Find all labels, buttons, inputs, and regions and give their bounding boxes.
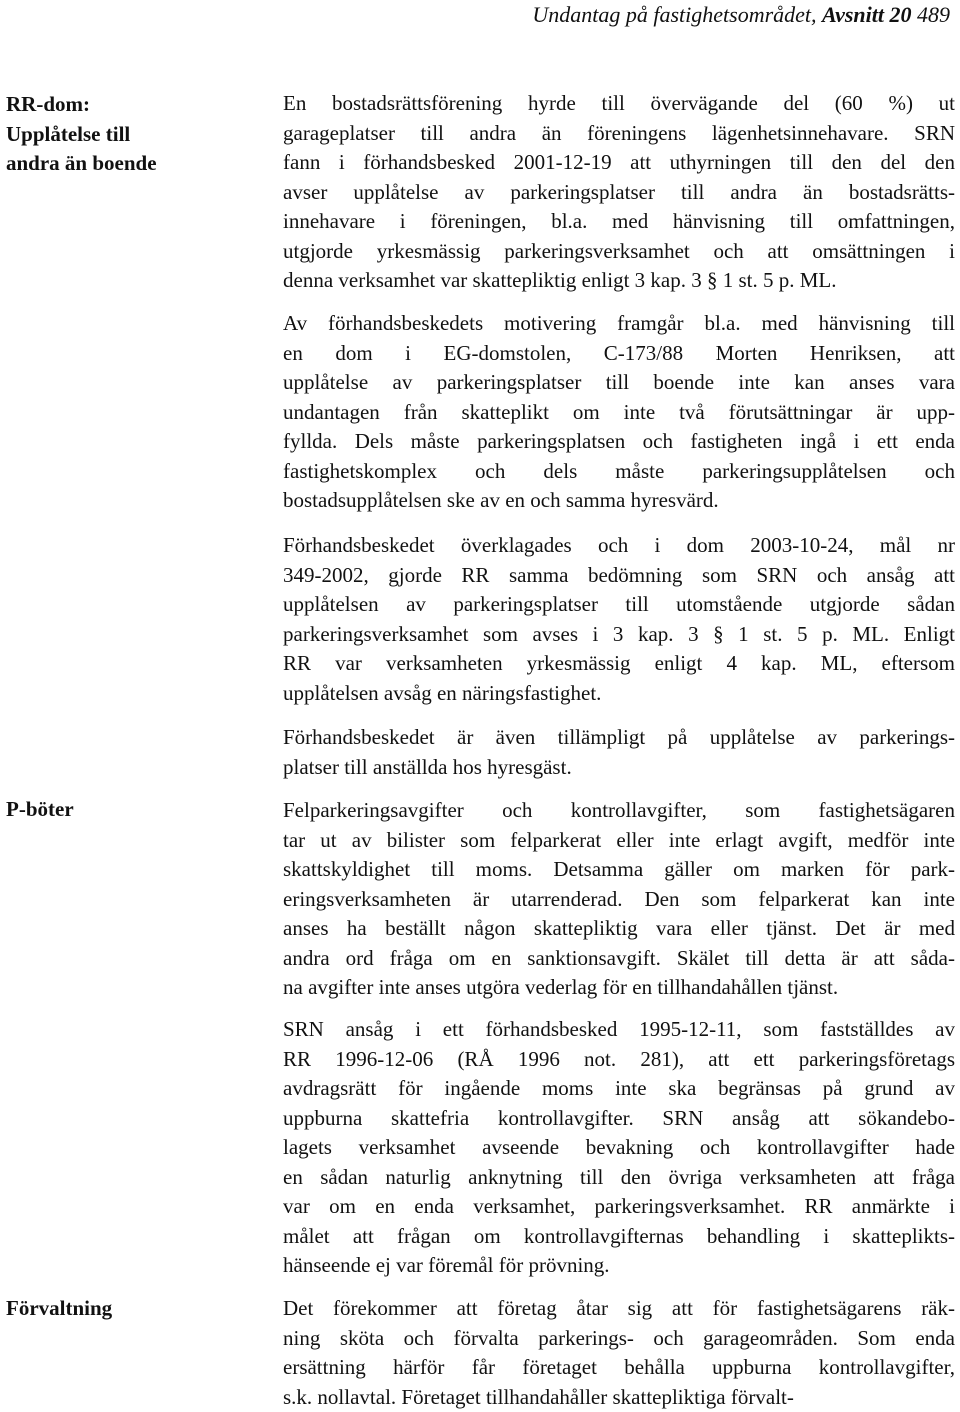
paragraph-p-boter xyxy=(283,796,955,1003)
page-header xyxy=(532,2,950,28)
paragraph-line: en sådan naturlig anknytning till den övriga verksamheten att fråga xyxy=(283,1164,955,1189)
paragraph-line: Förhandsbeskedet är även tillämpligt på upplåtelse av parkerings- xyxy=(283,725,955,749)
paragraph-line: RR 1996-12-06 (RÅ 1996 not. 281), att ett parkeringsföretags xyxy=(283,1046,955,1071)
paragraph-line: målet att frågan om kontrollavgifternas behandling i skatteplikts- xyxy=(283,1223,955,1248)
page-number: 489 xyxy=(917,2,950,27)
paragraph-line: skattskyldighet till moms. Detsamma gäller om marken för park- xyxy=(283,857,955,881)
paragraph-line: fastighetskomplex och dels måste parkeringsupplåtelsen och xyxy=(283,458,955,483)
paragraph-line: utgjorde yrkesmässig parkeringsverksamhet och att omsättningen i xyxy=(283,238,955,263)
paragraph-line: eringsverksamheten är utarrenderad. Den som felparkerat kan inte xyxy=(283,886,955,911)
paragraph-line: var om en enda verksamhet, parkeringsverksamhet. RR anmärkte i xyxy=(283,1194,955,1218)
paragraph-line: SRN ansåg i ett förhandsbesked 1995-12-11, som fastställdes av xyxy=(283,1017,955,1041)
paragraph-line: garageplatser till andra än föreningens lägenhetsinnehavare. SRN xyxy=(283,120,955,145)
paragraph-line: Förhandsbeskedet överklagades och i dom 2003-10-24, mål nr xyxy=(283,533,955,557)
paragraph-line: fann i förhandsbesked 2001-12-19 att uthyrningen till den del den xyxy=(283,150,955,174)
paragraph-line: undantagen från skatteplikt om inte två förutsättningar är upp- xyxy=(283,399,955,424)
paragraph-line: tar ut av bilister som felparkerat eller inte erlagt avgift, medför inte xyxy=(283,827,955,852)
paragraph-line: ersättning härför får företaget behålla uppburna kontrollavgifter, xyxy=(283,1355,955,1379)
paragraph-line: lagets verksamhet avseende bevakning och kontrollavgifter hade xyxy=(283,1135,955,1159)
paragraph-anstallda xyxy=(283,723,955,782)
paragraph-line: En bostadsrättsförening hyrde till övervägande del (60 %) ut xyxy=(283,91,955,115)
paragraph-srn-forhandsbesked xyxy=(283,1015,955,1281)
sidehead-p-boter: P-böter xyxy=(6,797,74,821)
paragraph-line: denna verksamhet var skattepliktig enligt 3 kap. 3 § 1 st. 5 p. ML. xyxy=(283,268,837,292)
paragraph-line: s.k. nollavtal. Företaget tillhandahåller skattepliktiga förvalt- xyxy=(283,1384,794,1409)
paragraph-line: parkeringsverksamhet som avses i 3 kap. 3 § 1 st. 5 p. ML. Enligt xyxy=(283,621,955,646)
paragraph-line: avdragsrätt för ingående moms inte ska begränsas på grund av xyxy=(283,1076,955,1100)
paragraph-line: platser till anställda hos hyresgäst. xyxy=(283,754,572,779)
header-text: Undantag på fastighetsområdet, xyxy=(532,2,817,27)
header-section: Avsnitt 20 xyxy=(822,2,912,27)
sidehead-line: Upplåtelse till xyxy=(6,121,131,146)
sidehead-rr-dom xyxy=(6,90,266,179)
paragraph-line: RR var verksamheten yrkesmässig enligt 4 kap. ML, eftersom xyxy=(283,651,955,675)
paragraph-line: en dom i EG-domstolen, C-173/88 Morten Henriksen, att xyxy=(283,340,955,365)
sidehead-line: andra än boende xyxy=(6,151,157,175)
paragraph-line: hänseende ej var föremål för prövning. xyxy=(283,1253,610,1277)
paragraph-line: na avgifter inte anses utgöra vederlag för en tillhandahållen tjänst. xyxy=(283,975,839,999)
paragraph-line: innehavare i föreningen, bl.a. med hänvisning till omfattningen, xyxy=(283,209,955,233)
paragraph-line: fyllda. Dels måste parkeringsplatsen och fastigheten ingå i ett enda xyxy=(283,429,955,453)
paragraph-line: Felparkeringsavgifter och kontrollavgifter, som fastighetsägaren xyxy=(283,798,955,822)
paragraph-line: avser upplåtelse av parkeringsplatser till andra än bostadsrätts- xyxy=(283,179,955,204)
paragraph-line: Av förhandsbeskedets motivering framgår bl.a. med hänvisning till xyxy=(283,311,955,335)
paragraph-overklagande xyxy=(283,531,955,708)
paragraph-forvaltning xyxy=(283,1294,955,1412)
paragraph-line: upplåtelsen avsåg en näringsfastighet. xyxy=(283,680,602,705)
paragraph-line: anses ha beställt någon skattepliktig vara eller tjänst. Det är med xyxy=(283,916,955,940)
sidehead-line: RR-dom: xyxy=(6,92,90,116)
paragraph-line: Det förekommer att företag åtar sig att för fastighetsägarens räk- xyxy=(283,1296,955,1320)
paragraph-motivering xyxy=(283,309,955,516)
paragraph-line: uppburna skattefria kontrollavgifter. SRN ansåg att sökandebo- xyxy=(283,1105,955,1130)
paragraph-line: 349-2002, gjorde RR samma bedömning som SRN och ansåg att xyxy=(283,562,955,587)
paragraph-line: upplåtelse av parkeringsplatser till boende inte kan anses vara xyxy=(283,370,955,394)
paragraph-line: ning sköta och förvalta parkerings- och garageområden. Som enda xyxy=(283,1325,955,1350)
paragraph-line: bostadsupplåtelsen ske av en och samma hyresvärd. xyxy=(283,488,719,512)
paragraph-rr-dom xyxy=(283,89,955,296)
paragraph-line: upplåtelsen av parkeringsplatser till utomstående utgjorde sådan xyxy=(283,592,955,616)
paragraph-line: andra ord fråga om en sanktionsavgift. Skälet till detta är att såda- xyxy=(283,945,955,970)
sidehead-forvaltning: Förvaltning xyxy=(6,1296,113,1320)
